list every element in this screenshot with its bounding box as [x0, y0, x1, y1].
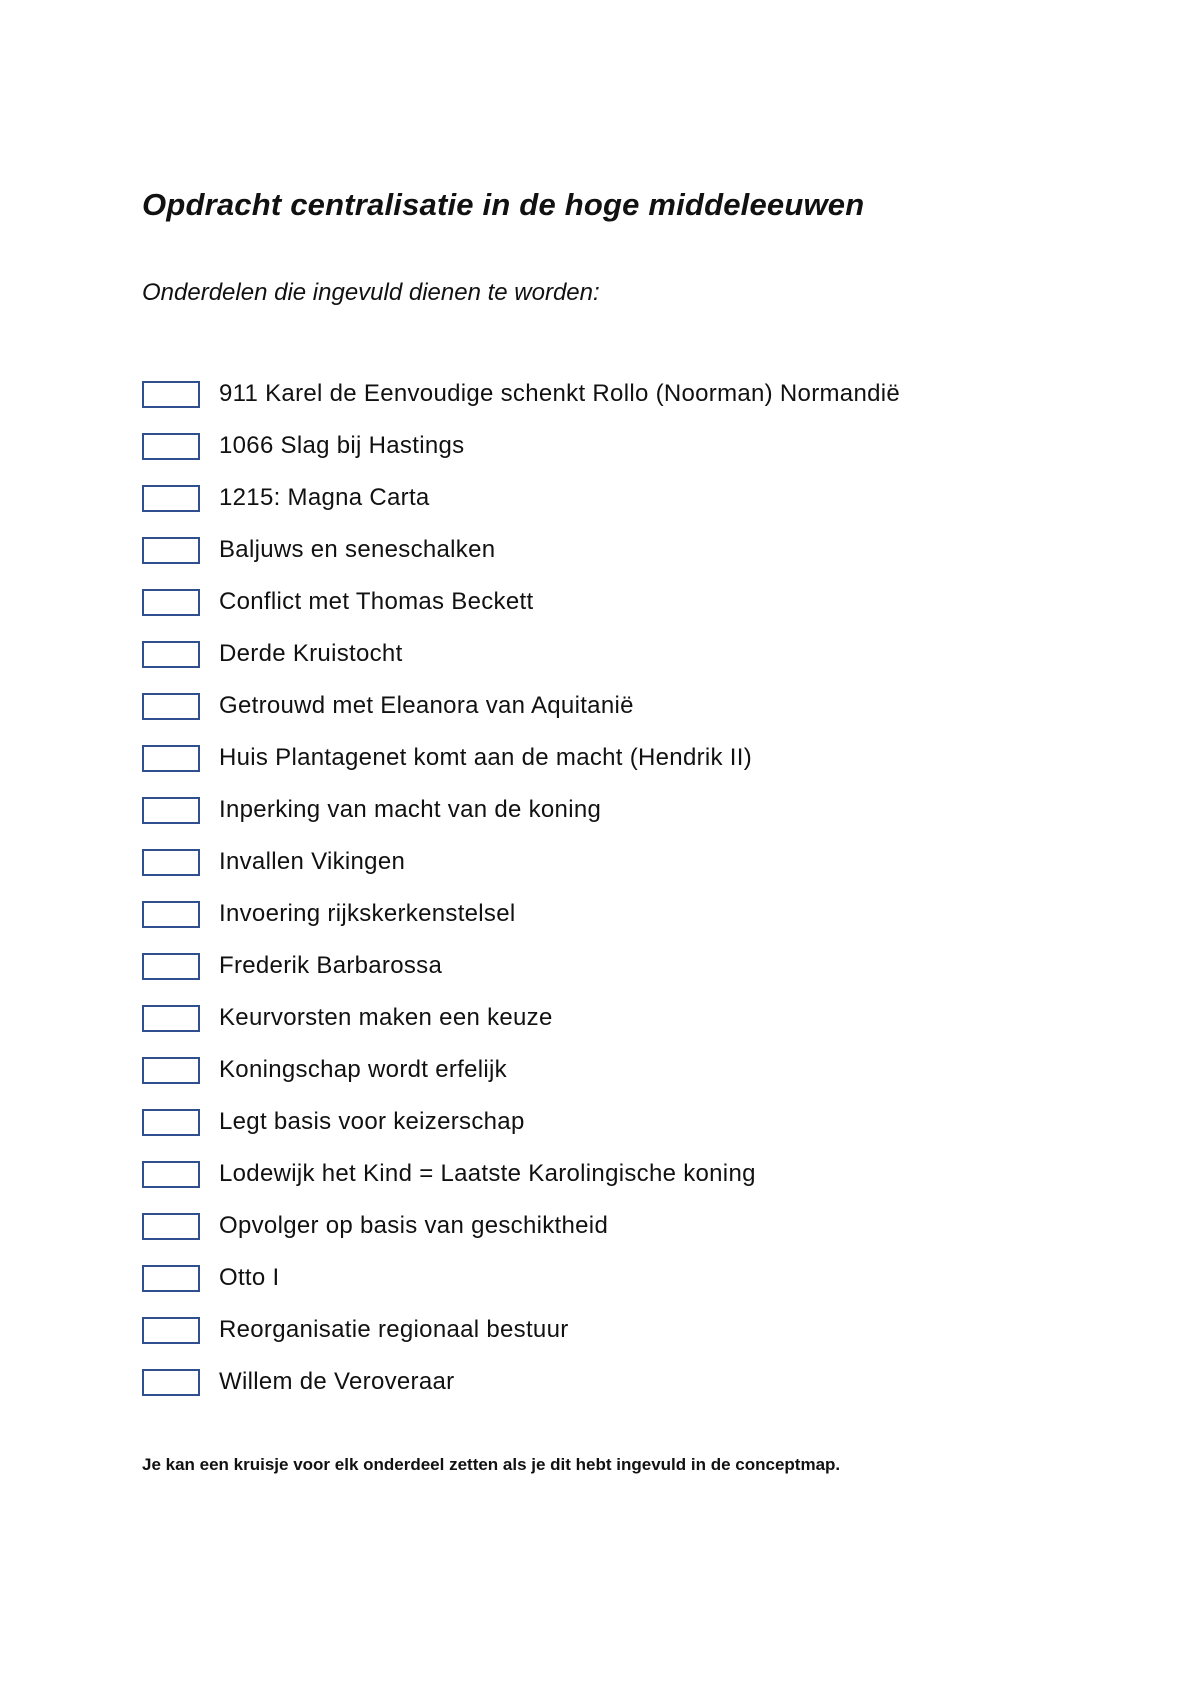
checkbox[interactable]: [142, 797, 200, 824]
checkbox[interactable]: [142, 1161, 200, 1188]
checklist-item: [142, 420, 900, 472]
checklist-item: [142, 732, 900, 784]
checklist-item-label: Invoering rijkskerkenstelsel: [219, 900, 516, 927]
checkbox[interactable]: [142, 901, 200, 928]
checklist-item: [142, 368, 900, 420]
checklist-item: [142, 680, 900, 732]
page-title: Opdracht centralisatie in de hoge middeleeuwen: [142, 187, 865, 222]
checklist-item-label: 911 Karel de Eenvoudige schenkt Rollo (Noorman) Normandië: [219, 380, 901, 407]
footnote: Je kan een kruisje voor elk onderdeel zetten als je dit hebt ingevuld in de conceptmap.: [142, 1455, 841, 1474]
checkbox[interactable]: [142, 1213, 200, 1240]
checklist-item-label: Getrouwd met Eleanora van Aquitanië: [219, 692, 634, 719]
checklist-item-label: 1066 Slag bij Hastings: [219, 432, 465, 459]
checkbox[interactable]: [142, 849, 200, 876]
checklist-item-label: Opvolger op basis van geschiktheid: [219, 1212, 609, 1239]
checkbox[interactable]: [142, 641, 200, 668]
checklist-item-label: Legt basis voor keizerschap: [219, 1108, 525, 1135]
checklist-item: [142, 576, 900, 628]
checklist-item: [142, 1044, 900, 1096]
checklist-item: [142, 1200, 900, 1252]
checkbox[interactable]: [142, 693, 200, 720]
checkbox[interactable]: [142, 745, 200, 772]
checklist-item: [142, 1252, 900, 1304]
checklist-item: [142, 1356, 900, 1408]
checklist-item: [142, 628, 900, 680]
checklist-item: [142, 1148, 900, 1200]
checkbox[interactable]: [142, 953, 200, 980]
checkbox[interactable]: [142, 589, 200, 616]
checklist-item-label: Koningschap wordt erfelijk: [219, 1056, 507, 1083]
page-subtitle: Onderdelen die ingevuld dienen te worden:: [142, 279, 600, 306]
checklist-item: [142, 836, 900, 888]
checklist-item: [142, 524, 900, 576]
checklist: [142, 368, 900, 1408]
checkbox[interactable]: [142, 1005, 200, 1032]
checkbox[interactable]: [142, 433, 200, 460]
checklist-item-label: Baljuws en seneschalken: [219, 536, 496, 563]
checklist-item: [142, 472, 900, 524]
checkbox[interactable]: [142, 1265, 200, 1292]
checklist-item-label: Reorganisatie regionaal bestuur: [219, 1316, 569, 1343]
checklist-item: [142, 784, 900, 836]
checklist-item-label: 1215: Magna Carta: [219, 484, 430, 511]
checklist-item-label: Conflict met Thomas Beckett: [219, 588, 534, 615]
checklist-item-label: Keurvorsten maken een keuze: [219, 1004, 553, 1031]
checklist-item: [142, 1096, 900, 1148]
checklist-item: [142, 888, 900, 940]
checklist-item-label: Invallen Vikingen: [219, 848, 406, 875]
checklist-item-label: Huis Plantagenet komt aan de macht (Hendrik II): [219, 744, 753, 771]
checklist-item: [142, 992, 900, 1044]
checkbox[interactable]: [142, 1109, 200, 1136]
checklist-item: [142, 940, 900, 992]
checkbox[interactable]: [142, 381, 200, 408]
checkbox[interactable]: [142, 1057, 200, 1084]
checklist-item-label: Derde Kruistocht: [219, 640, 403, 667]
checklist-item-label: Frederik Barbarossa: [219, 952, 443, 979]
checklist-item-label: Lodewijk het Kind = Laatste Karolingische koning: [219, 1160, 756, 1187]
checkbox[interactable]: [142, 1317, 200, 1344]
checklist-item-label: Willem de Veroveraar: [219, 1368, 455, 1395]
checkbox[interactable]: [142, 537, 200, 564]
checklist-item: [142, 1304, 900, 1356]
checkbox[interactable]: [142, 1369, 200, 1396]
checkbox[interactable]: [142, 485, 200, 512]
checklist-item-label: Inperking van macht van de koning: [219, 796, 602, 823]
checklist-item-label: Otto I: [219, 1264, 280, 1291]
